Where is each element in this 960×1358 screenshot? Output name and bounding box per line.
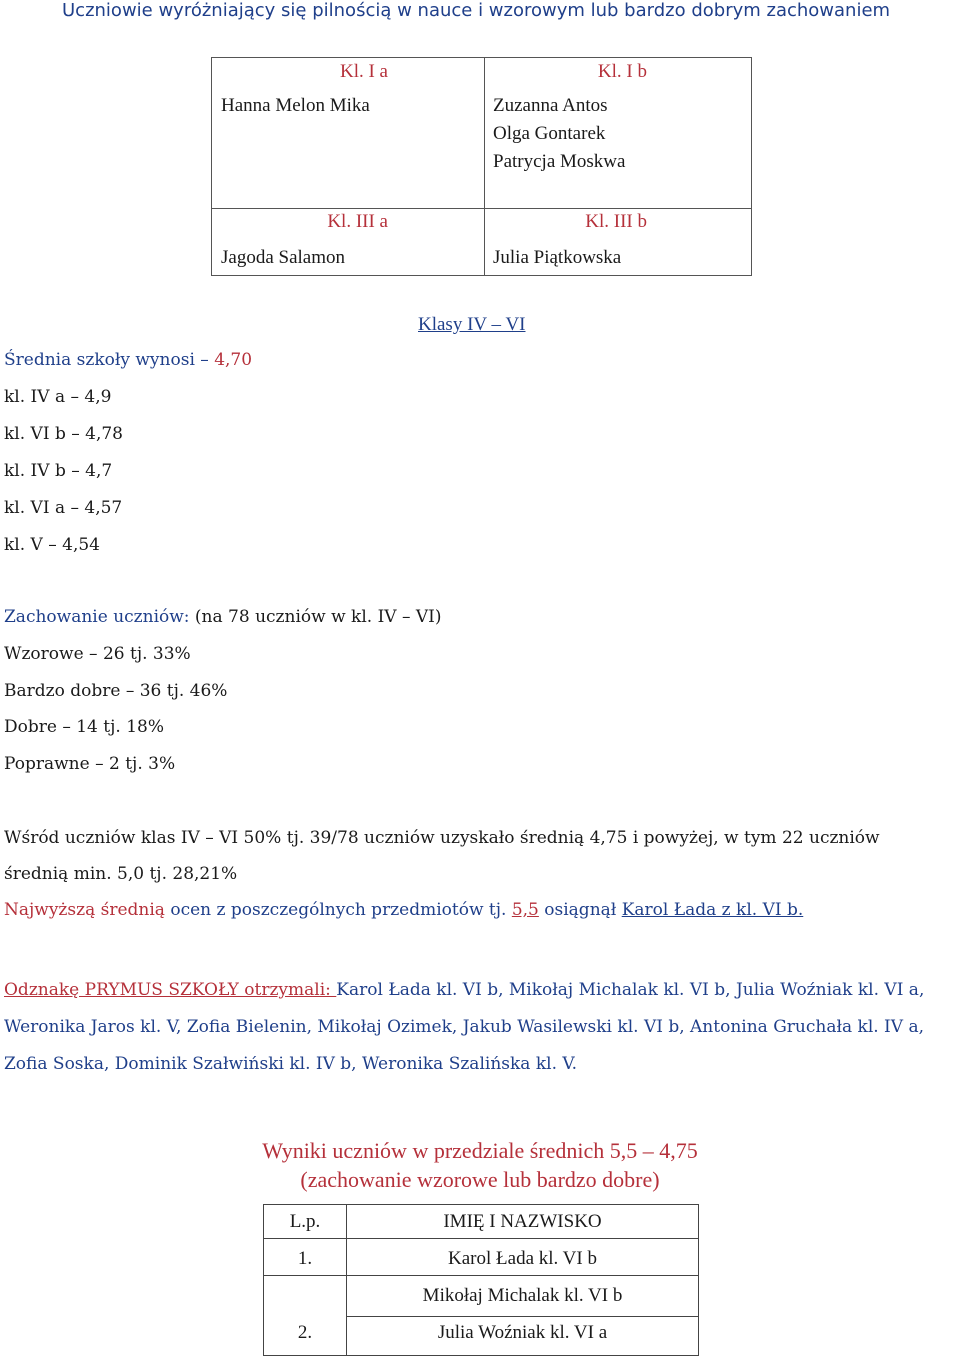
behavior-item: Dobre – 14 tj. 18% [4, 717, 164, 737]
class-header: Kl. I a [339, 61, 388, 82]
best-average-value: 5,5 [511, 900, 539, 920]
behavior-heading [4, 606, 442, 628]
results-title [140, 1136, 820, 1194]
best-average-line [4, 899, 803, 921]
prymus-label: Odznakę PRYMUS SZKOŁY otrzymali: [4, 980, 337, 1000]
student-name: Jagoda Salamon [221, 247, 346, 268]
row-name: Karol Łada kl. VI b [448, 1248, 597, 1269]
section-heading-klasy: Klasy IV – VI [418, 314, 526, 335]
class-average: kl. V – 4,54 [4, 535, 100, 555]
best-student-name: Karol Łada z kl. VI b. [621, 900, 804, 920]
row-lp: 1. [297, 1248, 313, 1269]
best-average-text: ocen z poszczególnych przedmiotów tj. [164, 900, 512, 920]
student-name: Zuzanna Antos [493, 95, 608, 116]
behavior-item: Wzorowe – 26 tj. 33% [4, 644, 191, 664]
behavior-label: Zachowanie uczniów: [4, 607, 190, 627]
column-header-lp: L.p. [289, 1211, 321, 1232]
school-average-label: Średnia szkoły wynosi – [4, 350, 215, 370]
class-cell-3a [212, 208, 484, 272]
school-average-value: 4,70 [214, 350, 253, 370]
summary-line: średnią min. 5,0 tj. 28,21% [4, 864, 238, 884]
class-average: kl. IV b – 4,7 [4, 461, 113, 481]
summary-line: Wśród uczniów klas IV – VI 50% tj. 39/78 uczniów uzyskało średnią 4,75 i powyżej, w tym 22 uczniów [4, 828, 880, 848]
row-lp: 2. [297, 1322, 313, 1343]
prymus-paragraph [4, 972, 960, 1083]
class-cell-1b [485, 58, 751, 176]
classes-table [211, 57, 752, 276]
student-name: Hanna Melon Mika [221, 95, 370, 116]
student-name: Julia Piątkowska [493, 247, 622, 268]
class-average: kl. VI b – 4,78 [4, 424, 123, 444]
class-cell-3b [485, 208, 751, 272]
behavior-note: (na 78 uczniów w kl. IV – VI) [189, 607, 442, 627]
results-title-line: (zachowanie wzorowe lub bardzo dobre) [300, 1167, 660, 1192]
prymus-names: Karol Łada kl. VI b, Mikołaj Michalak kl. VI b, Julia Woźniak kl. VI a, Weronika Jaros kl. V, Zofia Bielenin, Mikołaj Ozimek, Jakub Wasilewski kl. VI b, Antonina Gruchała kl. IV a, Zofia Soska, Dominik Szałwiński kl. IV b, Weronika Szalińska kl. V. [4, 980, 925, 1074]
school-average [4, 349, 252, 371]
column-header-name: IMIĘ I NAZWISKO [443, 1211, 602, 1232]
class-header: Kl. III b [585, 211, 647, 232]
class-header: Kl. I b [597, 61, 647, 82]
class-average: kl. IV a – 4,9 [4, 387, 112, 407]
class-header: Kl. III a [327, 211, 388, 232]
behavior-item: Poprawne – 2 tj. 3% [4, 754, 176, 774]
row-name: Mikołaj Michalak kl. VI b [422, 1285, 623, 1306]
results-table [263, 1204, 699, 1356]
class-cell-1a [212, 58, 484, 120]
best-average-label: Najwyższą średnią [4, 900, 165, 920]
behavior-item: Bardzo dobre – 36 tj. 46% [4, 681, 228, 701]
page-title: Uczniowie wyróżniający się pilnością w nauce i wzorowym lub bardzo dobrym zachowaniem [62, 0, 891, 21]
class-average: kl. VI a – 4,57 [4, 498, 123, 518]
best-average-text: osiągnął [538, 900, 622, 920]
student-name: Olga Gontarek [493, 123, 606, 144]
student-name: Patrycja Moskwa [493, 151, 626, 172]
row-name: Julia Woźniak kl. VI a [437, 1322, 608, 1343]
results-title-line: Wyniki uczniów w przedziale średnich 5,5 – 4,75 [262, 1138, 698, 1163]
